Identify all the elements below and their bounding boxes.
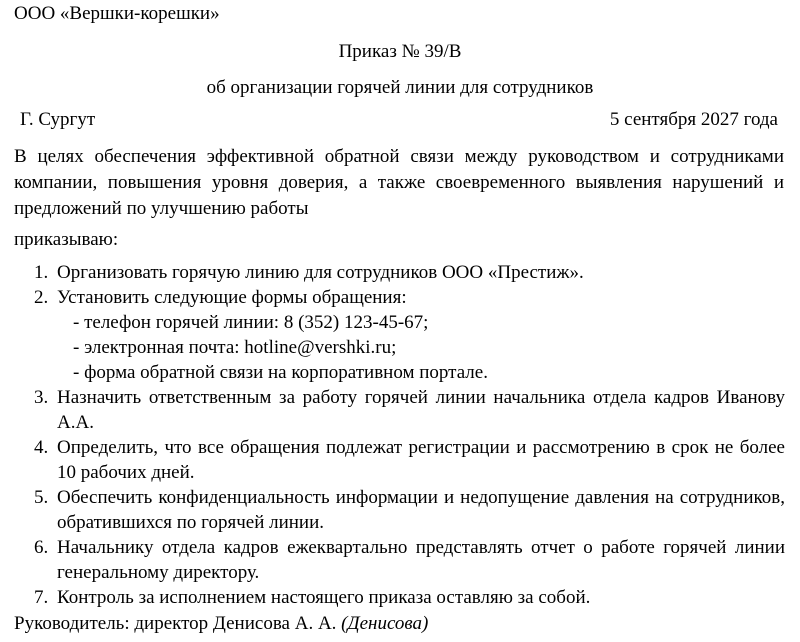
order-item-number: 4.	[34, 437, 49, 458]
order-title: Приказ № 39/В	[338, 41, 462, 62]
signature-block	[14, 612, 428, 636]
order-verb: приказываю:	[14, 229, 119, 250]
order-item-text: Установить следующие формы обращения:	[57, 287, 407, 308]
order-item-text: Назначить ответственным за работу горячей линии начальника отдела кадров Иванову А.А.	[57, 387, 785, 433]
order-items-list	[0, 260, 800, 610]
order-item-text: Начальнику отдела кадров ежеквартально представлять отчет о работе горячей линии генеральному директору.	[57, 537, 785, 583]
order-item-number: 1.	[34, 262, 49, 283]
order-item-5	[0, 485, 785, 535]
order-item-4	[0, 435, 785, 485]
order-city: Г. Сургут	[20, 109, 96, 130]
contact-form-phone: - телефон горячей линии: 8 (352) 123-45-67;	[73, 312, 429, 333]
order-item-text: Обеспечить конфиденциальность информации и недопущение давления на сотрудников, обратившихся по горячей линии.	[57, 487, 785, 533]
order-item-text: Контроль за исполнением настоящего приказа оставляю за собой.	[57, 587, 591, 608]
order-item-text: Организовать горячую линию для сотрудников ООО «Престиж».	[57, 262, 584, 283]
order-item-text: Определить, что все обращения подлежат регистрации и рассмотрению в срок не более 10 рабочих дней.	[57, 437, 785, 483]
order-subject: об организации горячей линии для сотрудников	[206, 77, 594, 98]
contact-form-portal: - форма обратной связи на корпоративном портале.	[73, 362, 488, 383]
order-item-3	[0, 385, 785, 435]
order-item-number: 5.	[34, 487, 49, 508]
order-preamble: В целях обеспечения эффективной обратной связи между руководством и сотрудниками компании, повышения уровня доверия, а также своевременного выявления нарушений и предложений по улучшению работы	[14, 146, 784, 219]
order-item-number: 2.	[34, 287, 49, 308]
order-item-6	[0, 535, 785, 585]
signature-label: Руководитель: директор Денисова А. А.	[14, 613, 337, 634]
order-item-7	[0, 585, 785, 610]
order-item-number: 7.	[34, 587, 49, 608]
signature-handwritten: (Денисова)	[341, 613, 429, 634]
contact-form-email: - электронная почта: hotline@vershki.ru;	[73, 337, 397, 358]
order-item-1	[0, 260, 785, 285]
order-item-2	[0, 285, 785, 385]
organization-name: ООО «Вершки-корешки»	[14, 3, 220, 24]
order-date: 5 сентября 2027 года	[609, 109, 778, 130]
order-item-number: 6.	[34, 537, 49, 558]
order-item-number: 3.	[34, 387, 49, 408]
